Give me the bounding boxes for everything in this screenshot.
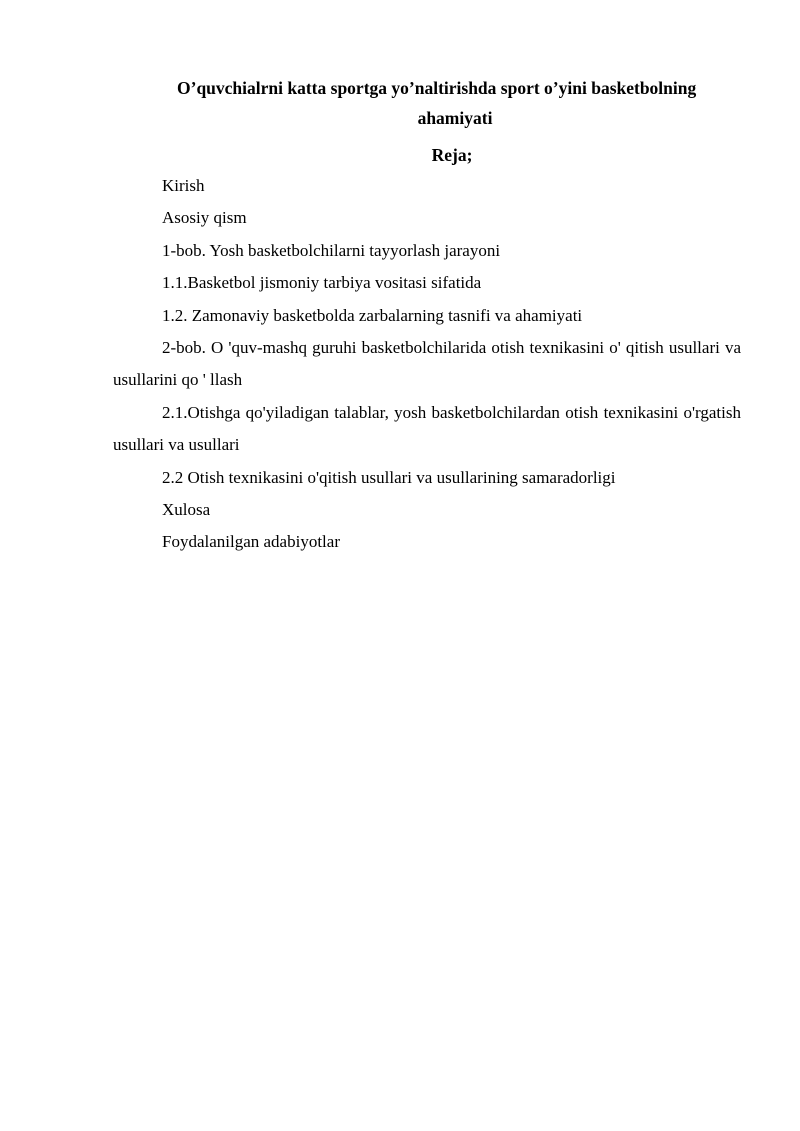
title-line-2: ahamiyati bbox=[417, 108, 493, 128]
toc-item-chapter-1: 1-bob. Yosh basketbolchilarni tayyorlash jarayoni bbox=[162, 240, 501, 260]
toc-item-conclusion: Xulosa bbox=[162, 500, 211, 520]
toc-item-section-1-1: 1.1.Basketbol jismoniy tarbiya vositasi sifatida bbox=[162, 273, 482, 293]
toc-item-section-1-2: 1.2. Zamonaviy basketbolda zarbalarning tasnifi va ahamiyati bbox=[162, 305, 583, 325]
document-title bbox=[113, 73, 741, 133]
table-of-contents bbox=[113, 170, 741, 559]
toc-item-introduction: Kirish bbox=[162, 176, 205, 195]
toc-item-chapter-2: 2-bob. O 'quv-mashq guruhi basketbolchilarida otish texnikasini o' qitish usullari va usullarini qo ' llash bbox=[113, 338, 741, 390]
title-line-1: O’quvchialrni katta sportga yo’naltirishda sport o’yini basketbolning bbox=[177, 78, 697, 98]
toc-item-main-part: Asosiy qism bbox=[162, 208, 247, 228]
toc-item-section-2-2: 2.2 Otish texnikasini o'qitish usullari va usullarining samaradorligi bbox=[162, 467, 616, 487]
toc-item-references: Foydalanilgan adabiyotlar bbox=[162, 532, 340, 552]
plan-heading: Reja; bbox=[431, 145, 473, 165]
toc-item-section-2-1: 2.1.Otishga qo'yiladigan talablar, yosh basketbolchilardan otish texnikasini o'rgatish usullari va usullari bbox=[113, 402, 741, 455]
